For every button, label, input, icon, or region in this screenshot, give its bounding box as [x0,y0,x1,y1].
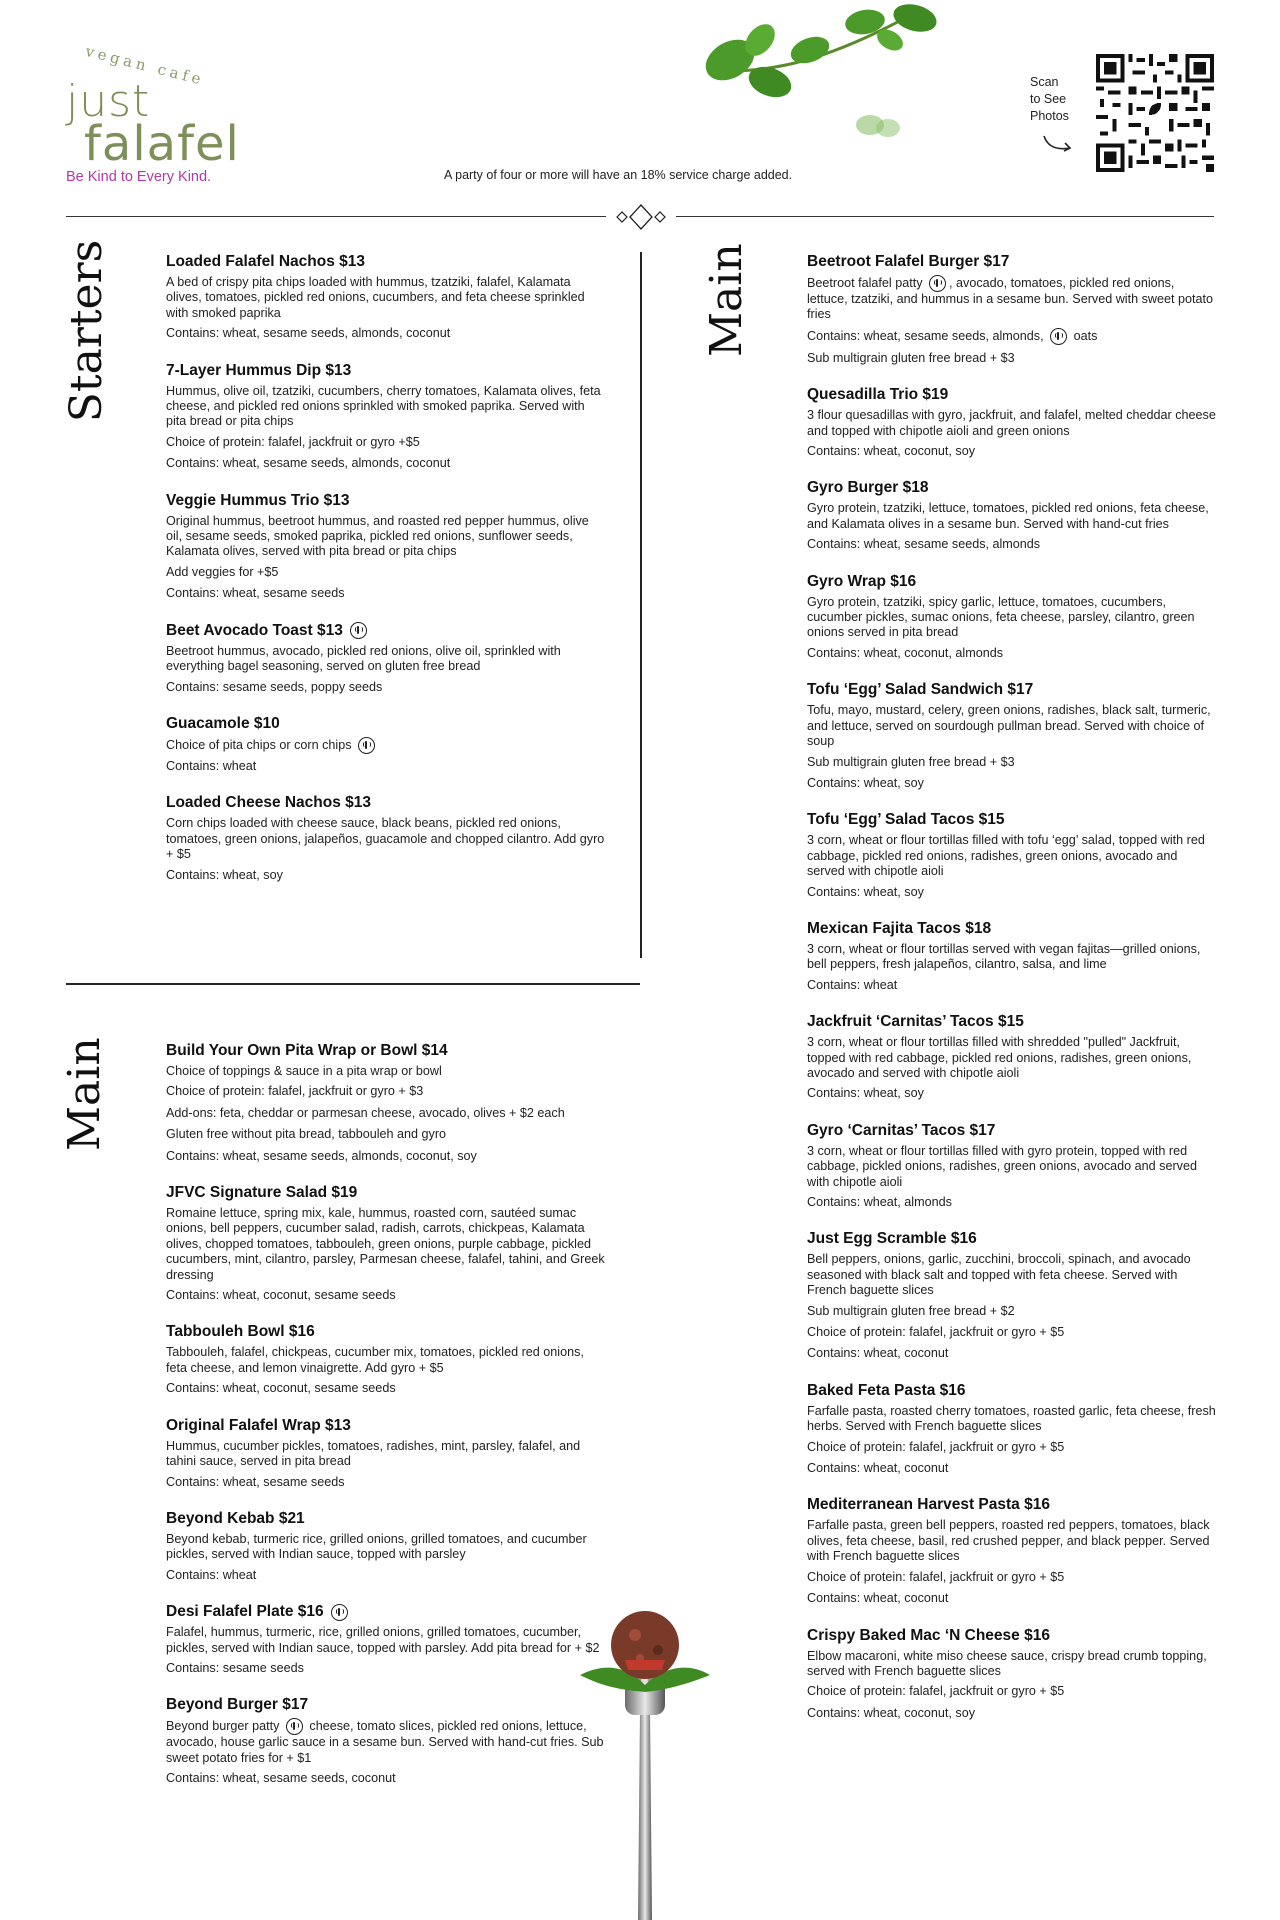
menu-item-title: Beet Avocado Toast $13 [166,621,606,640]
menu-item [166,621,606,695]
menu-item-title: Tofu ‘Egg’ Salad Tacos $15 [807,811,1005,829]
logo-subtitle: vegan cafe [83,42,207,90]
menu-item-option: Add veggies for +$5 [166,564,279,579]
menu-item-allergens: Contains: wheat, almonds [807,1195,952,1209]
qr-code[interactable] [1096,54,1214,172]
menu-item-title: Desi Falafel Plate $16 [166,1602,606,1621]
menu-item-option: Add-ons: feta, cheddar or parmesan cheese, avocado, olives + $2 each [166,1105,565,1120]
menu-item-title: Loaded Cheese Nachos $13 [166,794,372,812]
menu-item-title: Just Egg Scramble $16 [807,1230,977,1248]
menu-item-title: Build Your Own Pita Wrap or Bowl $14 [166,1042,448,1059]
menu-item-description: Romaine lettuce, spring mix, kale, hummus, roasted corn, sautéed sumac onions, bell peppers, cucumber salad, radish, carrots, chickpeas, Kalamata olives, chopped tomatoes, tabbouleh, green onions, purple cabbage, pickled cucumbers, mint, cilantro, parsley, Parmesan cheese, falafel, tahini, and Greek dressing [166,1206,605,1282]
menu-item-allergens: Contains: wheat, soy [807,884,924,899]
diamond-ornament-icon [604,203,678,231]
menu-item-allergens: Contains: wheat, coconut [807,1461,949,1476]
menu-item-allergens: Contains: wheat, sesame seeds, almonds, oats [807,328,1217,345]
menu-item [807,919,1217,993]
menu-item-option: Choice of protein: falafel, jackfruit or gyro + $5 [807,1684,1065,1699]
menu-item [807,1012,1217,1102]
menu-item-option: Sub multigrain gluten free bread + $2 [807,1303,1015,1318]
menu-item-allergens: Contains: wheat, sesame seeds, almonds, coconut [166,326,451,341]
header-divider-right [676,216,1214,217]
curved-arrow-icon [1042,134,1074,154]
menu-item-description: Beyond burger patty cheese, tomato slices, pickled red onions, lettuce, avocado, house garlic sauce in a sesame bun. Served with hand-cut fries. Sub sweet potato fries for + $1 [166,1719,604,1765]
menu-item-description: Gyro protein, tzatziki, lettuce, tomatoes, pickled red onions, feta cheese, and Kalamata olives in a sesame bun. Served with hand-cut fries [807,501,1209,531]
header-divider-left [66,216,606,217]
menu-item-description: Hummus, cucumber pickles, tomatoes, radishes, mint, parsley, falafel, and tahini sauce, served in pita bread [166,1438,581,1469]
gluten-free-icon [286,1718,303,1735]
menu-item-title: Jackfruit ‘Carnitas’ Tacos $15 [807,1013,1024,1031]
menu-item-option: Choice of protein: falafel, jackfruit or gyro +$5 [166,434,420,449]
section-heading-main-right: Main [701,243,752,357]
menu-item-allergens: Contains: wheat, sesame seeds [166,586,345,601]
menu-item [166,252,606,342]
menu-item [166,1322,606,1396]
menu-item-option: Sub multigrain gluten free bread + $3 [807,754,1015,769]
gluten-free-icon [350,622,367,639]
menu-item-allergens: Contains: wheat, sesame seeds, almonds, coconut [166,456,451,471]
menu-item-option: Choice of protein: falafel, jackfruit or gyro + $5 [807,1569,1065,1584]
menu-item-title: Beyond Kebab $21 [166,1509,305,1527]
menu-item [166,714,606,774]
menu-item-description: Corn chips loaded with cheese sauce, black beans, pickled red onions, tomatoes, green onions, jalapeños, guacamole and chopped cilantro. Add gyro + $5 [166,816,605,862]
menu-item-allergens: Contains: wheat, sesame seeds, coconut [166,1771,396,1786]
menu-item-description: Choice of pita chips or corn chips [166,737,606,754]
menu-item-allergens: Contains: wheat, coconut [807,1591,949,1606]
menu-item [166,361,606,472]
menu-item-allergens: Contains: sesame seeds [166,1660,304,1675]
main-left-list [166,1041,606,1806]
menu-item [166,1183,606,1303]
menu-item-allergens: Contains: wheat [166,1567,257,1582]
menu-item-title: Quesadilla Trio $19 [807,386,949,404]
menu-item [166,1416,606,1490]
menu-item-allergens: Contains: wheat, coconut, sesame seeds [166,1288,396,1303]
menu-item [807,680,1217,791]
menu-item-description: 3 corn, wheat or flour tortillas filled with shredded "pulled" Jackfruit, topped with red cabbage, pickled red onions, radishes, green onions, avocado and served with chipotle aioli [807,1035,1192,1080]
menu-item-description: Tabbouleh, falafel, chickpeas, cucumber mix, tomatoes, pickled red onions, feta cheese, and lemon vinaigrette. Add gyro + $5 [166,1345,584,1375]
menu-item-description: Tofu, mayo, mustard, celery, green onions, radishes, black salt, turmeric, and lettuce, served on sourdough pullman bread. Served with choice of soup [807,703,1211,749]
section-heading-starters: Starters [61,239,112,423]
menu-item-allergens: Contains: wheat, coconut, soy [807,1705,976,1720]
menu-item-description: Hummus, olive oil, tzatziki, cucumbers, cherry tomatoes, Kalamata olives, feta cheese, and pickled red onions sprinkled with smoked paprika. Served with pita bread or pita chips [166,383,601,429]
menu-item-description: Bell peppers, onions, garlic, zucchini, broccoli, spinach, and avocado seasoned with black salt and topped with feta cheese. Served with French baguette slices [807,1252,1191,1298]
section-heading-main-left: Main [59,1037,110,1151]
menu-item-allergens: Contains: wheat, coconut, almonds [807,645,1004,660]
menu-item-description: Choice of toppings & sauce in a pita wrap or bowl [166,1064,442,1078]
section-divider [66,983,640,985]
menu-item-title: Beetroot Falafel Burger $17 [807,253,1010,270]
menu-item-title: Beyond Burger $17 [166,1696,309,1714]
menu-item-description: Original hummus, beetroot hummus, and roasted red pepper hummus, olive oil, sesame seeds, smoked paprika, pickled red onions, sunflower seeds, Kalamata olives, served with pita bread or pita chips [166,513,589,559]
menu-item-description: Farfalle pasta, roasted cherry tomatoes, roasted garlic, feta cheese, fresh herbs. Served with French baguette slices [807,1403,1216,1434]
menu-item-title: Mediterranean Harvest Pasta $16 [807,1496,1050,1514]
menu-item-allergens: Contains: wheat, sesame seeds [166,1474,345,1489]
menu-item [807,252,1217,366]
menu-item-allergens: Contains: wheat, sesame seeds, almonds, coconut, soy [166,1148,477,1163]
menu-item [807,478,1217,552]
menu-item-allergens: Contains: wheat, soy [807,1086,924,1101]
menu-item [807,1381,1217,1477]
menu-item-title: Gyro Wrap $16 [807,572,917,590]
column-divider [640,252,642,958]
menu-item [807,385,1217,459]
menu-item [166,1509,606,1583]
menu-item [807,1626,1217,1722]
menu-item-title: Guacamole $10 [166,714,280,732]
main-right-list [807,252,1217,1740]
menu-item-title: Tofu ‘Egg’ Salad Sandwich $17 [807,681,1034,699]
logo-just: just [66,76,151,127]
menu-item-allergens: Contains: wheat [807,977,898,992]
menu-item-option: Sub multigrain gluten free bread + $3 [807,350,1015,365]
menu-item-title: 7-Layer Hummus Dip $13 [166,361,352,379]
menu-item [166,793,606,883]
menu-item-description: Beetroot falafel patty , avocado, tomatoes, pickled red onions, lettuce, tzatziki, and hummus in a sesame bun. Served with sweet potato fries [807,275,1214,322]
gluten-free-icon [358,737,375,754]
menu-item-description: 3 corn, wheat or flour tortillas filled with tofu ‘egg’ salad, topped with red cabbage, pickled red onions, radishes, green onions, avocado and served with chipotle aioli [807,833,1205,879]
menu-item-description: Beyond kebab, turmeric rice, grilled onions, grilled tomatoes, and cucumber pickles, served with Indian sauce, topped with parsley [166,1531,587,1562]
menu-item-title: Original Falafel Wrap $13 [166,1416,351,1434]
fork-falafel-image [570,1600,720,1920]
menu-item-description: Farfalle pasta, green bell peppers, roasted red peppers, tomatoes, black olives, feta cheese, basil, red crushed pepper, and black pepper. Served with French baguette slices [807,1518,1210,1564]
menu-item [807,1495,1217,1606]
menu-item-description: Beetroot hummus, avocado, pickled red onions, olive oil, sprinkled with everything bagel seasoning, served on gluten free bread [166,643,561,674]
menu-item-description: Falafel, hummus, turmeric, rice, grilled onions, grilled tomatoes, cucumber, pickles, served with Indian sauce, topped with parsley. Add pita bread for + $2 [166,1625,600,1655]
gluten-free-icon [1050,328,1067,345]
menu-item [166,1041,606,1164]
menu-item [166,491,606,602]
menu-item-allergens: Contains: sesame seeds, poppy seeds [166,679,383,694]
gluten-free-icon [929,275,946,292]
gluten-free-icon [331,1604,348,1621]
menu-item-title: Veggie Hummus Trio $13 [166,491,350,509]
menu-item-description: A bed of crispy pita chips loaded with hummus, tzatziki, falafel, Kalamata olives, tomatoes, pickled red onions, cucumbers, and feta cheese sprinkled with smoked paprika [166,275,585,320]
menu-item-title: JFVC Signature Salad $19 [166,1184,358,1202]
menu-item-allergens: Contains: wheat, sesame seeds, almonds [807,537,1041,552]
menu-item [807,810,1217,900]
menu-item-title: Loaded Falafel Nachos $13 [166,253,365,270]
menu-item-title: Crispy Baked Mac ‘N Cheese $16 [807,1626,1050,1644]
logo-falafel: falafel [84,116,240,172]
menu-item-allergens: Contains: wheat, coconut [807,1346,949,1361]
menu-item-allergens: Contains: wheat [166,758,257,773]
menu-item-allergens: Contains: wheat, coconut, sesame seeds [166,1381,396,1396]
menu-item-title: Tabbouleh Bowl $16 [166,1323,315,1341]
menu-item [807,572,1217,662]
menu-item-title: Gyro Burger $18 [807,479,929,497]
starters-list [166,252,606,902]
menu-item-description: Elbow macaroni, white miso cheese sauce, crispy bread crumb topping, served with French baguette slices [807,1648,1207,1678]
menu-item [166,1602,606,1676]
menu-item-description: 3 flour quesadillas with gyro, jackfruit, and falafel, melted cheddar cheese and topped with chipotle aioli and green onions [807,408,1216,438]
scan-label: Scan to See Photos [1030,75,1069,123]
menu-item-option: Choice of protein: falafel, jackfruit or gyro + $5 [807,1325,1065,1340]
menu-item-description: 3 corn, wheat or flour tortillas filled with gyro protein, topped with red cabbage, pickled onions, radishes, green onions, avocado and served with chipotle aioli [807,1143,1197,1189]
menu-item-title: Baked Feta Pasta $16 [807,1381,966,1399]
menu-item-allergens: Contains: wheat, soy [166,867,283,882]
menu-item [807,1121,1217,1211]
menu-item-option: Choice of protein: falafel, jackfruit or gyro + $3 [166,1084,424,1099]
menu-item-option: Gluten free without pita bread, tabbouleh and gyro [166,1127,447,1142]
menu-item-option: Choice of protein: falafel, jackfruit or gyro + $5 [807,1439,1065,1454]
menu-item-title: Gyro ‘Carnitas’ Tacos $17 [807,1121,996,1139]
tagline: Be Kind to Every Kind. [66,169,212,185]
menu-item [807,1229,1217,1361]
mint-leaves-image [690,0,940,140]
menu-item [166,1695,606,1786]
service-charge-notice: A party of four or more will have an 18% service charge added. [444,168,793,182]
menu-item-description: 3 corn, wheat or flour tortillas served with vegan fajitas—grilled onions, bell peppers, fresh jalapeños, cilantro, salsa, and lime [807,941,1201,972]
menu-item-allergens: Contains: wheat, soy [807,775,924,790]
menu-item-description: Gyro protein, tzatziki, spicy garlic, lettuce, tomatoes, cucumbers, cucumber pickles, sumac onions, feta cheese, parsley, cilantro, green onions served in pita bread [807,594,1195,640]
menu-item-title: Mexican Fajita Tacos $18 [807,919,992,937]
menu-item-allergens: Contains: wheat, coconut, soy [807,444,976,459]
